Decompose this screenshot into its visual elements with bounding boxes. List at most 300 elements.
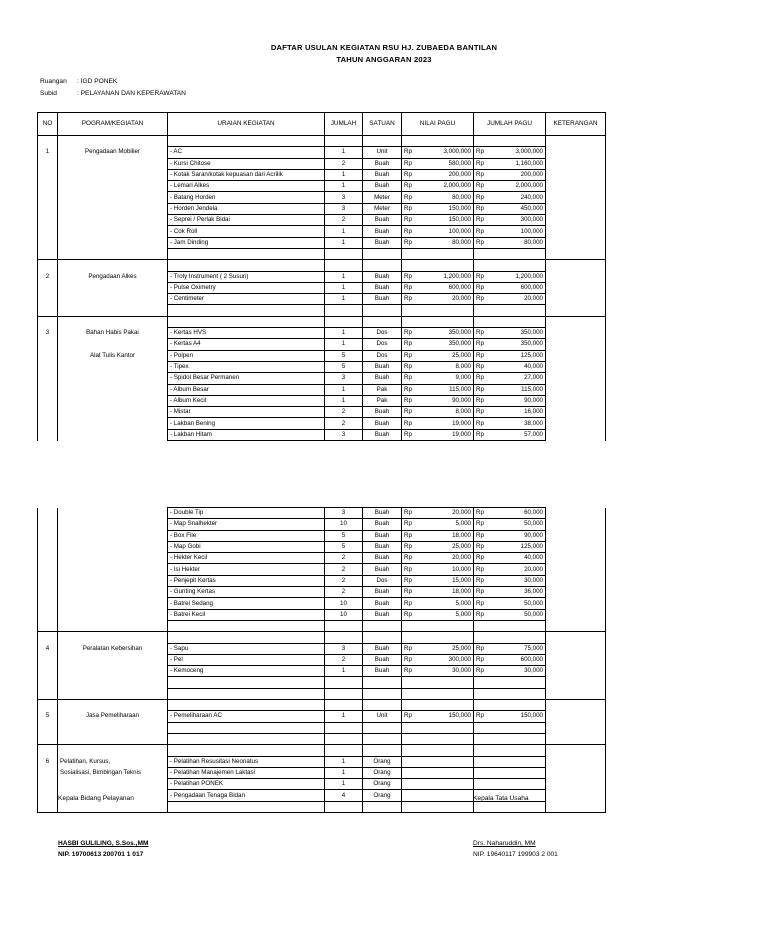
jumlah-pagu-cell bbox=[474, 384, 546, 395]
nilai-pagu-value bbox=[404, 193, 471, 203]
currency-label: Rp bbox=[404, 148, 412, 156]
uraian-cell: - Kursi Chitose bbox=[168, 158, 325, 169]
satuan-cell: Buah bbox=[363, 271, 402, 282]
currency-label: Rp bbox=[404, 396, 412, 404]
jumlah-pagu-cell bbox=[474, 801, 546, 812]
uraian-cell: - Pelatihan Manajemen Laktasi bbox=[168, 767, 325, 778]
keterangan-cell bbox=[546, 181, 606, 192]
program-cell bbox=[58, 418, 168, 429]
jumlah-cell bbox=[325, 722, 363, 733]
uraian-cell: - Kertas HVS bbox=[168, 328, 325, 339]
nilai-pagu-value bbox=[404, 272, 471, 282]
jumlah-pagu-cell bbox=[474, 666, 546, 677]
currency-label: Rp bbox=[476, 216, 484, 224]
table-row bbox=[38, 575, 606, 586]
program-cell: Alat Tulis Kantor bbox=[58, 350, 168, 361]
nilai-amount: 3,000,000 bbox=[443, 148, 471, 156]
uraian-cell: - Batang Horden bbox=[168, 192, 325, 203]
total-amount: 16,000 bbox=[524, 408, 543, 416]
table-row bbox=[38, 733, 606, 744]
total-amount: 27,000 bbox=[524, 374, 543, 382]
keterangan-cell bbox=[546, 271, 606, 282]
nilai-pagu-value bbox=[404, 362, 471, 372]
currency-label: Rp bbox=[476, 148, 484, 156]
uraian-cell: - Double Tip bbox=[168, 508, 325, 519]
table-row bbox=[38, 169, 606, 180]
table-row bbox=[38, 767, 606, 778]
satuan-cell: Buah bbox=[363, 294, 402, 305]
row-number bbox=[38, 700, 58, 711]
uraian-cell bbox=[168, 745, 325, 756]
program-cell bbox=[58, 688, 168, 699]
row-number bbox=[38, 609, 58, 620]
table-row bbox=[38, 350, 606, 361]
jumlah-pagu-value bbox=[476, 328, 543, 338]
uraian-cell: - Horden Jendela bbox=[168, 203, 325, 214]
uraian-cell: - Album Kecil bbox=[168, 395, 325, 406]
left-signature-name: HASBI GULILING, S.Sos.,MM bbox=[58, 840, 149, 847]
nilai-pagu-cell bbox=[402, 620, 474, 631]
nilai-amount: 300,000 bbox=[448, 656, 471, 663]
jumlah-pagu-value bbox=[476, 272, 543, 282]
table-row bbox=[38, 587, 606, 598]
table-row bbox=[38, 745, 606, 756]
currency-label: Rp bbox=[404, 193, 412, 201]
jumlah-cell bbox=[325, 688, 363, 699]
jumlah-cell bbox=[325, 136, 363, 147]
total-amount: 115,000 bbox=[521, 385, 543, 393]
nilai-pagu-cell bbox=[402, 361, 474, 372]
keterangan-cell bbox=[546, 688, 606, 699]
table-row bbox=[38, 530, 606, 541]
keterangan-cell bbox=[546, 361, 606, 372]
nilai-pagu-value bbox=[404, 587, 471, 597]
nilai-pagu-value bbox=[404, 339, 471, 349]
nilai-pagu-cell bbox=[402, 384, 474, 395]
nilai-pagu-cell bbox=[402, 316, 474, 327]
uraian-cell: - Troly Instrument ( 2 Susun) bbox=[168, 271, 325, 282]
jumlah-cell bbox=[325, 745, 363, 756]
jumlah-pagu-cell bbox=[474, 215, 546, 226]
uraian-cell: - Batrei Kecil bbox=[168, 609, 325, 620]
row-number bbox=[38, 260, 58, 271]
currency-label: Rp bbox=[476, 667, 484, 675]
row-number bbox=[38, 192, 58, 203]
satuan-cell: Buah bbox=[363, 508, 402, 519]
nilai-pagu-cell bbox=[402, 203, 474, 214]
nilai-pagu-cell bbox=[402, 632, 474, 643]
keterangan-cell bbox=[546, 339, 606, 350]
nilai-pagu-cell bbox=[402, 418, 474, 429]
jumlah-pagu-cell bbox=[474, 598, 546, 609]
currency-label: Rp bbox=[404, 543, 412, 551]
uraian-cell bbox=[168, 316, 325, 327]
jumlah-cell: 3 bbox=[325, 192, 363, 203]
table-row bbox=[38, 181, 606, 192]
row-number: 3 bbox=[38, 328, 58, 339]
jumlah-cell: 2 bbox=[325, 553, 363, 564]
jumlah-pagu-value bbox=[476, 204, 543, 214]
currency-label: Rp bbox=[476, 295, 484, 303]
total-amount: 60,000 bbox=[524, 509, 543, 517]
nilai-amount: 150,000 bbox=[448, 216, 471, 224]
table-row bbox=[38, 564, 606, 575]
jumlah-cell: 1 bbox=[325, 779, 363, 790]
nilai-pagu-value bbox=[404, 385, 471, 395]
keterangan-cell bbox=[546, 767, 606, 778]
satuan-cell: Orang bbox=[363, 756, 402, 767]
jumlah-pagu-cell bbox=[474, 339, 546, 350]
total-amount: 125,000 bbox=[520, 351, 543, 359]
nilai-amount: 8,000 bbox=[455, 363, 471, 371]
total-amount: 300,000 bbox=[520, 216, 543, 224]
jumlah-cell: 5 bbox=[325, 350, 363, 361]
jumlah-pagu-cell bbox=[474, 654, 546, 665]
table-row bbox=[38, 192, 606, 203]
jumlah-pagu-cell bbox=[474, 248, 546, 259]
jumlah-cell: 10 bbox=[325, 609, 363, 620]
nilai-pagu-value bbox=[404, 396, 471, 406]
row-number bbox=[38, 767, 58, 778]
currency-label: Rp bbox=[404, 576, 412, 584]
jumlah-pagu-value bbox=[476, 362, 543, 372]
nilai-pagu-value bbox=[404, 565, 471, 575]
jumlah-cell: 1 bbox=[325, 226, 363, 237]
program-cell bbox=[58, 575, 168, 586]
uraian-cell: - Batrei Sedang bbox=[168, 598, 325, 609]
table-row bbox=[38, 237, 606, 248]
keterangan-cell bbox=[546, 609, 606, 620]
jumlah-pagu-value bbox=[476, 644, 543, 654]
uraian-cell: - Kotak Saran/kotak kepuasan dari Acrilik bbox=[168, 169, 325, 180]
program-cell: Pelatihan, Kursus, bbox=[58, 756, 168, 767]
jumlah-cell: 3 bbox=[325, 429, 363, 440]
row-number bbox=[38, 226, 58, 237]
jumlah-pagu-cell bbox=[474, 158, 546, 169]
program-cell bbox=[58, 609, 168, 620]
keterangan-cell bbox=[546, 192, 606, 203]
currency-label: Rp bbox=[404, 340, 412, 348]
jumlah-cell: 3 bbox=[325, 203, 363, 214]
satuan-cell: Buah bbox=[363, 215, 402, 226]
table-row bbox=[38, 248, 606, 259]
nilai-amount: 25,000 bbox=[452, 543, 471, 551]
keterangan-cell bbox=[546, 801, 606, 812]
program-cell bbox=[58, 226, 168, 237]
currency-label: Rp bbox=[476, 565, 484, 573]
nilai-pagu-cell bbox=[402, 643, 474, 654]
jumlah-cell: 2 bbox=[325, 654, 363, 665]
jumlah-pagu-cell bbox=[474, 226, 546, 237]
nilai-amount: 9,000 bbox=[455, 374, 471, 382]
total-amount: 150,000 bbox=[520, 712, 543, 720]
nilai-pagu-cell bbox=[402, 136, 474, 147]
currency-label: Rp bbox=[476, 554, 484, 562]
keterangan-cell bbox=[546, 203, 606, 214]
satuan-cell: Dos bbox=[363, 350, 402, 361]
jumlah-pagu-cell bbox=[474, 294, 546, 305]
program-cell bbox=[58, 541, 168, 552]
row-number bbox=[38, 361, 58, 372]
jumlah-pagu-value bbox=[476, 553, 543, 563]
jumlah-pagu-cell bbox=[474, 328, 546, 339]
nilai-pagu-cell bbox=[402, 756, 474, 767]
satuan-cell: Buah bbox=[363, 282, 402, 293]
column-header: NILAI PAGU bbox=[402, 113, 474, 136]
satuan-cell bbox=[363, 305, 402, 316]
jumlah-pagu-value bbox=[476, 711, 543, 721]
document-title: DAFTAR USULAN KEGIATAN RSU HJ. ZUBAEDA BANTILAN bbox=[270, 43, 498, 52]
program-cell bbox=[58, 339, 168, 350]
satuan-cell: Orang bbox=[363, 767, 402, 778]
currency-label: Rp bbox=[476, 599, 484, 607]
nilai-pagu-cell bbox=[402, 745, 474, 756]
row-number bbox=[38, 587, 58, 598]
row-number bbox=[38, 733, 58, 744]
program-cell bbox=[58, 429, 168, 440]
jumlah-pagu-cell bbox=[474, 305, 546, 316]
total-amount: 36,000 bbox=[524, 588, 543, 596]
table-row bbox=[38, 305, 606, 316]
keterangan-cell bbox=[546, 418, 606, 429]
jumlah-pagu-cell bbox=[474, 203, 546, 214]
total-amount: 125,000 bbox=[520, 543, 543, 551]
table-row bbox=[38, 418, 606, 429]
jumlah-pagu-value bbox=[476, 159, 543, 169]
right-signature-title: Kepala Tata Usaha bbox=[473, 795, 529, 802]
jumlah-pagu-value bbox=[476, 610, 543, 620]
jumlah-pagu-value bbox=[476, 655, 543, 665]
nilai-pagu-cell bbox=[402, 564, 474, 575]
program-cell bbox=[58, 260, 168, 271]
program-cell: Pengadaan Alkes bbox=[58, 271, 168, 282]
table-row bbox=[38, 598, 606, 609]
nilai-pagu-cell bbox=[402, 598, 474, 609]
keterangan-cell bbox=[546, 328, 606, 339]
program-cell bbox=[58, 248, 168, 259]
currency-label: Rp bbox=[476, 430, 484, 438]
nilai-amount: 8,000 bbox=[455, 408, 471, 416]
column-header: JUMLAH bbox=[325, 113, 363, 136]
jumlah-pagu-value bbox=[476, 599, 543, 609]
jumlah-cell: 1 bbox=[325, 384, 363, 395]
jumlah-pagu-value bbox=[476, 351, 543, 361]
satuan-cell: Buah bbox=[363, 587, 402, 598]
table-row bbox=[38, 801, 606, 812]
keterangan-cell bbox=[546, 632, 606, 643]
keterangan-cell bbox=[546, 564, 606, 575]
currency-label: Rp bbox=[404, 531, 412, 539]
row-number bbox=[38, 282, 58, 293]
program-cell bbox=[58, 666, 168, 677]
keterangan-cell bbox=[546, 756, 606, 767]
total-amount: 57,000 bbox=[524, 430, 543, 438]
program-cell: Jasa Pemeliharaan bbox=[58, 711, 168, 722]
table-row bbox=[38, 666, 606, 677]
row-number bbox=[38, 248, 58, 259]
row-number bbox=[38, 722, 58, 733]
jumlah-pagu-cell bbox=[474, 192, 546, 203]
uraian-cell: - Isi Hekter bbox=[168, 564, 325, 575]
currency-label: Rp bbox=[404, 159, 412, 167]
nilai-amount: 580,000 bbox=[448, 159, 471, 167]
total-amount: 75,000 bbox=[524, 644, 543, 652]
jumlah-pagu-cell bbox=[474, 260, 546, 271]
row-number bbox=[38, 305, 58, 316]
activity-table-page-2 bbox=[37, 507, 606, 813]
currency-label: Rp bbox=[404, 509, 412, 517]
jumlah-cell bbox=[325, 316, 363, 327]
uraian-cell: - Kemoceng bbox=[168, 666, 325, 677]
subid-line bbox=[40, 90, 186, 97]
jumlah-cell: 10 bbox=[325, 598, 363, 609]
program-cell bbox=[58, 215, 168, 226]
nilai-pagu-cell bbox=[402, 722, 474, 733]
total-amount: 20,000 bbox=[524, 565, 543, 573]
jumlah-cell bbox=[325, 733, 363, 744]
uraian-cell bbox=[168, 677, 325, 688]
currency-label: Rp bbox=[404, 588, 412, 596]
table-row bbox=[38, 643, 606, 654]
keterangan-cell bbox=[546, 530, 606, 541]
satuan-cell: Meter bbox=[363, 192, 402, 203]
nilai-amount: 200,000 bbox=[448, 171, 471, 179]
table-row bbox=[38, 373, 606, 384]
currency-label: Rp bbox=[404, 419, 412, 427]
jumlah-cell bbox=[325, 620, 363, 631]
uraian-cell: - Pel bbox=[168, 654, 325, 665]
table-row bbox=[38, 609, 606, 620]
uraian-cell: - Map Snalhekter bbox=[168, 519, 325, 530]
keterangan-cell bbox=[546, 136, 606, 147]
jumlah-pagu-value bbox=[476, 519, 543, 529]
row-number bbox=[38, 632, 58, 643]
jumlah-pagu-value bbox=[476, 170, 543, 180]
satuan-cell: Buah bbox=[363, 418, 402, 429]
nilai-pagu-cell bbox=[402, 553, 474, 564]
column-header: SATUAN bbox=[363, 113, 402, 136]
jumlah-pagu-value bbox=[476, 542, 543, 552]
program-cell bbox=[58, 598, 168, 609]
row-number bbox=[38, 519, 58, 530]
jumlah-cell bbox=[325, 632, 363, 643]
currency-label: Rp bbox=[476, 182, 484, 190]
program-cell bbox=[58, 722, 168, 733]
table-row bbox=[38, 260, 606, 271]
uraian-cell: - Pemeliharaan AC bbox=[168, 711, 325, 722]
jumlah-cell: 1 bbox=[325, 711, 363, 722]
nilai-amount: 15,000 bbox=[452, 576, 471, 584]
satuan-cell: Buah bbox=[363, 226, 402, 237]
keterangan-cell bbox=[546, 598, 606, 609]
currency-label: Rp bbox=[404, 385, 412, 393]
jumlah-pagu-cell bbox=[474, 541, 546, 552]
activity-table-page-1 bbox=[37, 112, 606, 441]
nilai-pagu-cell bbox=[402, 248, 474, 259]
nilai-pagu-cell bbox=[402, 192, 474, 203]
keterangan-cell bbox=[546, 395, 606, 406]
total-amount: 2,000,000 bbox=[515, 182, 543, 190]
satuan-cell bbox=[363, 722, 402, 733]
satuan-cell: Buah bbox=[363, 519, 402, 530]
keterangan-cell bbox=[546, 260, 606, 271]
keterangan-cell bbox=[546, 620, 606, 631]
satuan-cell: Buah bbox=[363, 373, 402, 384]
currency-label: Rp bbox=[404, 520, 412, 528]
total-amount: 50,000 bbox=[524, 599, 543, 607]
keterangan-cell bbox=[546, 711, 606, 722]
total-amount: 20,000 bbox=[524, 295, 543, 303]
nilai-amount: 5,000 bbox=[455, 610, 471, 618]
jumlah-pagu-value bbox=[476, 407, 543, 417]
satuan-cell: Buah bbox=[363, 643, 402, 654]
nilai-amount: 150,000 bbox=[448, 712, 471, 720]
currency-label: Rp bbox=[476, 408, 484, 416]
currency-label: Rp bbox=[476, 159, 484, 167]
jumlah-pagu-cell bbox=[474, 677, 546, 688]
nilai-amount: 100,000 bbox=[448, 227, 471, 235]
currency-label: Rp bbox=[404, 329, 412, 337]
currency-label: Rp bbox=[476, 509, 484, 517]
nilai-pagu-cell bbox=[402, 407, 474, 418]
jumlah-cell: 1 bbox=[325, 181, 363, 192]
satuan-cell bbox=[363, 688, 402, 699]
table-row bbox=[38, 328, 606, 339]
satuan-cell: Pak bbox=[363, 395, 402, 406]
nilai-pagu-cell bbox=[402, 305, 474, 316]
jumlah-pagu-cell bbox=[474, 519, 546, 530]
satuan-cell: Orang bbox=[363, 790, 402, 801]
nilai-pagu-cell bbox=[402, 282, 474, 293]
satuan-cell: Buah bbox=[363, 666, 402, 677]
jumlah-cell: 1 bbox=[325, 328, 363, 339]
satuan-cell bbox=[363, 316, 402, 327]
table-row bbox=[38, 632, 606, 643]
satuan-cell: Dos bbox=[363, 575, 402, 586]
jumlah-cell: 1 bbox=[325, 666, 363, 677]
jumlah-pagu-cell bbox=[474, 271, 546, 282]
nilai-pagu-value bbox=[404, 419, 471, 429]
nilai-pagu-value bbox=[404, 170, 471, 180]
nilai-amount: 19,000 bbox=[452, 430, 471, 438]
nilai-pagu-cell bbox=[402, 790, 474, 801]
nilai-pagu-cell bbox=[402, 711, 474, 722]
keterangan-cell bbox=[546, 350, 606, 361]
jumlah-cell: 1 bbox=[325, 147, 363, 158]
jumlah-pagu-cell bbox=[474, 700, 546, 711]
right-signature-nip: NIP. 19640117 199903 2 001 bbox=[473, 851, 558, 858]
column-header: JUMLAH PAGU bbox=[474, 113, 546, 136]
total-amount: 40,000 bbox=[524, 554, 543, 562]
nilai-pagu-value bbox=[404, 508, 471, 518]
jumlah-pagu-cell bbox=[474, 745, 546, 756]
keterangan-cell bbox=[546, 384, 606, 395]
jumlah-pagu-value bbox=[476, 339, 543, 349]
nilai-pagu-cell bbox=[402, 237, 474, 248]
uraian-cell: - Map Gobi bbox=[168, 541, 325, 552]
uraian-cell bbox=[168, 801, 325, 812]
nilai-pagu-cell bbox=[402, 530, 474, 541]
column-header: NO bbox=[38, 113, 58, 136]
table-row bbox=[38, 339, 606, 350]
jumlah-pagu-cell bbox=[474, 620, 546, 631]
program-cell: Bahan Habis Pakai bbox=[58, 328, 168, 339]
uraian-cell: - Pelatihan PONEK bbox=[168, 779, 325, 790]
jumlah-pagu-value bbox=[476, 238, 543, 248]
jumlah-pagu-value bbox=[476, 419, 543, 429]
table-row bbox=[38, 271, 606, 282]
uraian-cell bbox=[168, 733, 325, 744]
